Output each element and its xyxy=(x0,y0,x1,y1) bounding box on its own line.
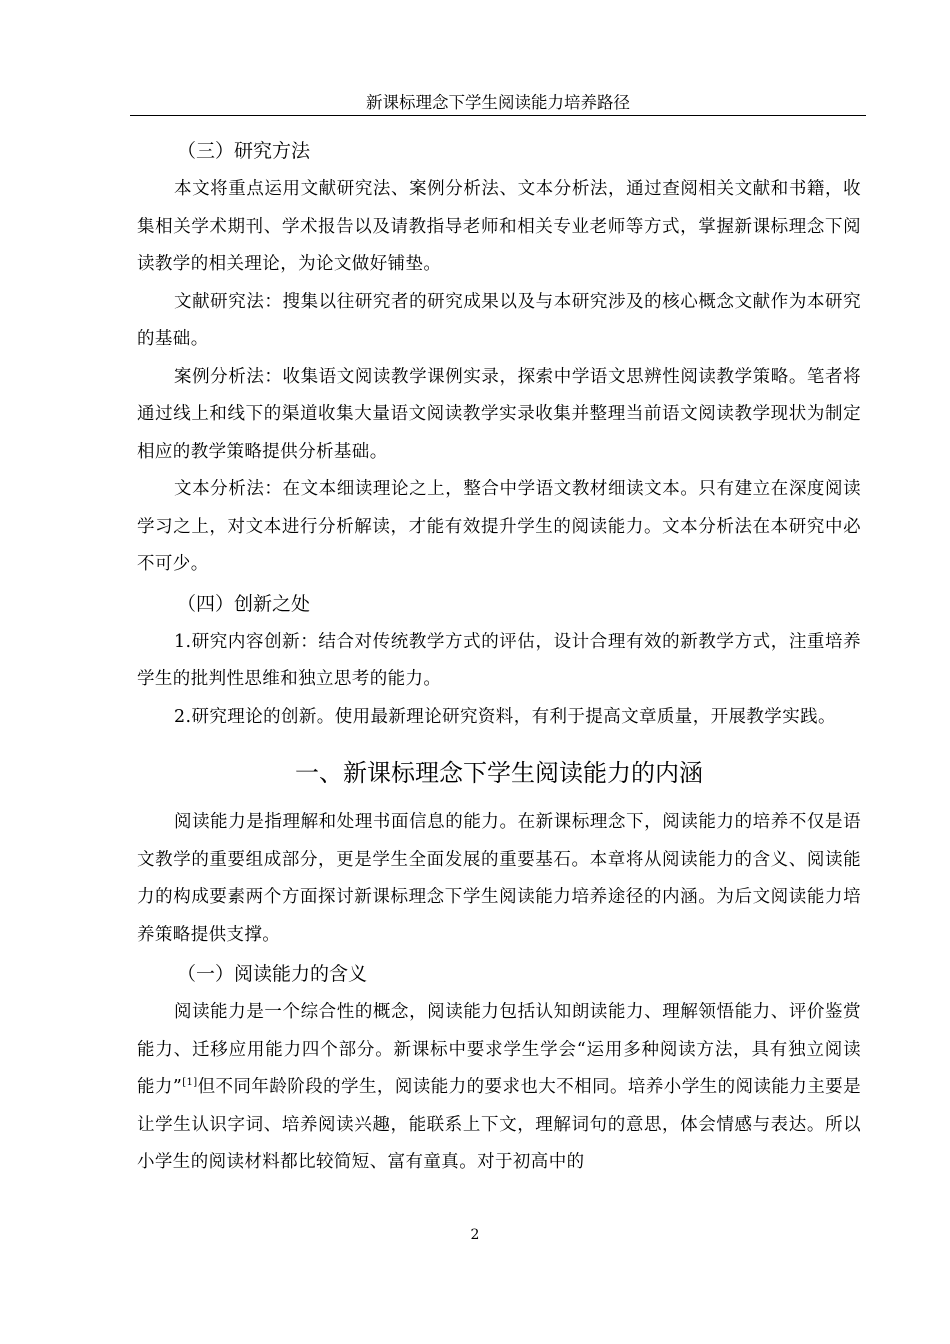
paragraph-text-part2: 但不同年龄阶段的学生，阅读能力的要求也大不相同。培养小学生的阅读能力主要是让学生认识字词、培养阅读兴趣，能联系上下文，理解词句的意思，体会情感与表达。所以小学生的阅读材料都比较简短、富有童真。对于初高中的 xyxy=(137,1077,861,1172)
citation-reference[interactable]: [1] xyxy=(182,1077,198,1089)
paragraph-methods-overview: 本文将重点运用文献研究法、案例分析法、文本分析法，通过查阅相关文献和书籍，收集相关学术期刊、学术报告以及请教指导老师和相关专业老师等方式，掌握新课标理念下阅读教学的相关理论，为论文做好铺垫。 xyxy=(137,179,861,274)
paragraph-chapter-intro: 阅读能力是指理解和处理书面信息的能力。在新课标理念下，阅读能力的培养不仅是语文教学的重要组成部分，更是学生全面发展的重要基石。本章将从阅读能力的含义、阅读能力的构成要素两个方面探讨新课标理念下学生阅读能力培养途径的内涵。为后文阅读能力培养策略提供支撑。 xyxy=(137,812,861,945)
paragraph-text-part1: 阅读能力是一个综合性的概念，阅读能力包括认知朗读能力、理解领悟能力、评价鉴赏能力、迁移应用能力四个部分。新课标中要求学生学会“运用多种阅读方法，具有独立阅读能力” xyxy=(137,1002,861,1097)
page-number: 2 xyxy=(470,1227,480,1243)
section-heading-methods: （三）研究方法 xyxy=(177,140,311,162)
header-rule xyxy=(130,115,866,116)
paragraph-text-method: 文本分析法：在文本细读理论之上，整合中学语文教材细读文本。只有建立在深度阅读学习之上，对文本进行分析解读，才能有效提升学生的阅读能力。文本分析法在本研究中必不可少。 xyxy=(137,479,861,574)
paragraph-case-method: 案例分析法：收集语文阅读教学课例实录，探索中学语文思辨性阅读教学策略。笔者将通过线上和线下的渠道收集大量语文阅读教学实录收集并整理当前语文阅读教学现状为制定相应的教学策略提供分析基础。 xyxy=(137,366,861,462)
paragraph-literature-method: 文献研究法：搜集以往研究者的研究成果以及与本研究涉及的核心概念文献作为本研究的基础。 xyxy=(137,291,861,349)
paragraph-innovation-1: 1.研究内容创新：结合对传统教学方式的评估，设计合理有效的新教学方式，注重培养学生的批判性思维和独立思考的能力。 xyxy=(137,631,861,689)
running-header: 新课标理念下学生阅读能力培养路径 xyxy=(366,93,630,112)
section-heading-innovation: （四）创新之处 xyxy=(177,592,311,615)
subsection-heading-meaning: （一）阅读能力的含义 xyxy=(177,963,368,985)
page-body xyxy=(137,131,861,1182)
paragraph-innovation-2: 2.研究理论的创新。使用最新理论研究资料，有利于提高文章质量，开展教学实践。 xyxy=(174,706,836,727)
paragraph-reading-meaning xyxy=(137,994,861,1182)
chapter-heading: 一、新课标理念下学生阅读能力的内涵 xyxy=(295,759,703,787)
